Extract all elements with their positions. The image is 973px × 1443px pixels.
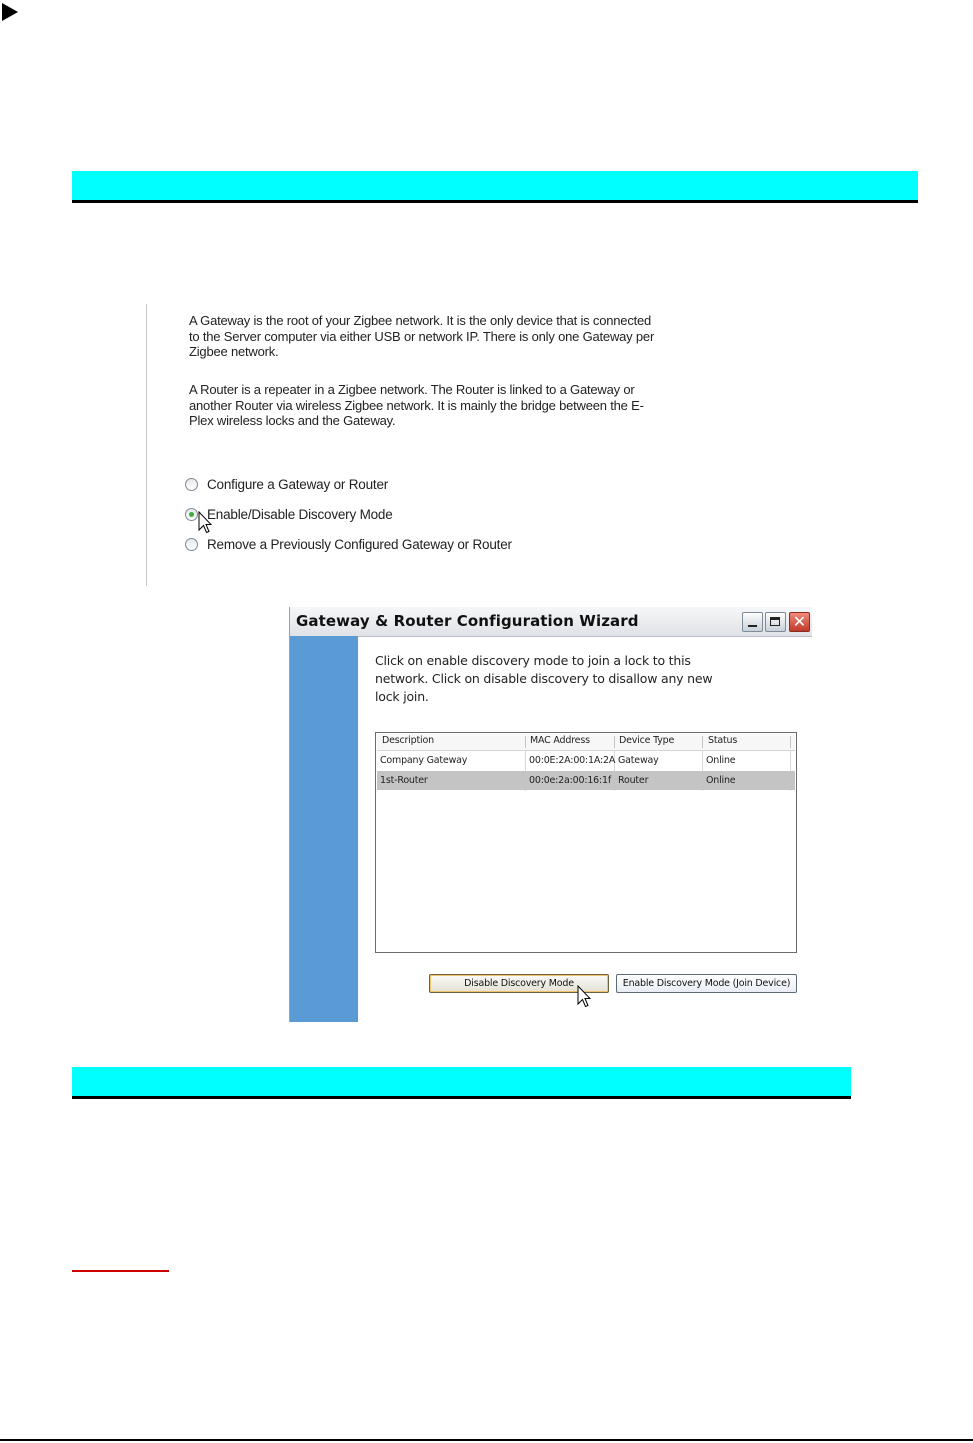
wizard-sidebar xyxy=(290,636,358,1022)
option-label: Remove a Previously Configured Gateway or Router xyxy=(207,537,512,552)
cell-description: Company Gateway xyxy=(380,755,468,766)
panel-divider xyxy=(146,304,147,586)
section-heading-rule xyxy=(72,200,918,203)
cell-mac: 00:0e:2a:00:16:1f xyxy=(529,775,612,786)
radio-button[interactable] xyxy=(185,538,198,551)
radio-button-selected[interactable] xyxy=(185,508,198,521)
wizard-instructions: Click on enable discovery mode to join a lock to this network. Click on disable discovery to disallow any new lock join. xyxy=(375,653,713,704)
section-heading-bar xyxy=(72,1067,851,1096)
cell-status: Online xyxy=(706,755,736,766)
cell-description: 1st-Router xyxy=(380,775,428,786)
column-header-mac[interactable]: MAC Address xyxy=(530,735,590,746)
option-remove-gateway[interactable] xyxy=(185,537,512,552)
window-title: Gateway & Router Configuration Wizard xyxy=(296,612,639,630)
maximize-icon[interactable] xyxy=(765,612,786,632)
mouse-pointer-icon xyxy=(577,985,591,1009)
minimize-icon[interactable] xyxy=(742,612,763,632)
play-arrow-icon xyxy=(2,3,18,21)
cell-status: Online xyxy=(706,775,736,786)
gateway-description: A Gateway is the root of your Zigbee network. It is the only device that is connected to the Server computer via either USB or network IP. There is only one Gateway per Zigbee network. xyxy=(189,313,655,360)
device-list[interactable] xyxy=(375,732,797,953)
cell-type: Gateway xyxy=(618,755,659,766)
section-heading-bar xyxy=(72,171,918,200)
table-row[interactable] xyxy=(377,751,795,770)
router-description: A Router is a repeater in a Zigbee network. The Router is linked to a Gateway or another Router via wireless Zigbee network. It is mainly the bridge between the E-Plex wireless locks and the Gateway. xyxy=(189,382,644,429)
cell-type: Router xyxy=(618,775,649,786)
window-titlebar[interactable] xyxy=(290,607,812,637)
disable-discovery-button[interactable]: Disable Discovery Mode xyxy=(429,974,609,993)
note-underline xyxy=(72,1270,169,1272)
column-header-status[interactable]: Status xyxy=(708,735,738,746)
mouse-pointer-icon xyxy=(198,511,212,535)
cell-mac: 00:0E:2A:00:1A:2A xyxy=(529,755,616,766)
option-label: Configure a Gateway or Router xyxy=(207,477,389,492)
option-discovery-mode[interactable] xyxy=(185,507,393,522)
radio-button[interactable] xyxy=(185,478,198,491)
option-configure-gateway[interactable] xyxy=(185,477,388,492)
footer-rule xyxy=(0,1439,973,1441)
enable-discovery-button[interactable]: Enable Discovery Mode (Join Device) xyxy=(616,974,797,993)
device-list-header xyxy=(377,734,795,751)
column-header-type[interactable]: Device Type xyxy=(619,735,675,746)
configuration-wizard-window xyxy=(289,607,812,1022)
section-heading-rule xyxy=(72,1096,851,1099)
option-label: Enable/Disable Discovery Mode xyxy=(207,507,393,522)
table-row-selected[interactable] xyxy=(377,771,795,790)
column-header-description[interactable]: Description xyxy=(382,735,434,746)
close-icon[interactable]: ✕ xyxy=(789,612,810,632)
